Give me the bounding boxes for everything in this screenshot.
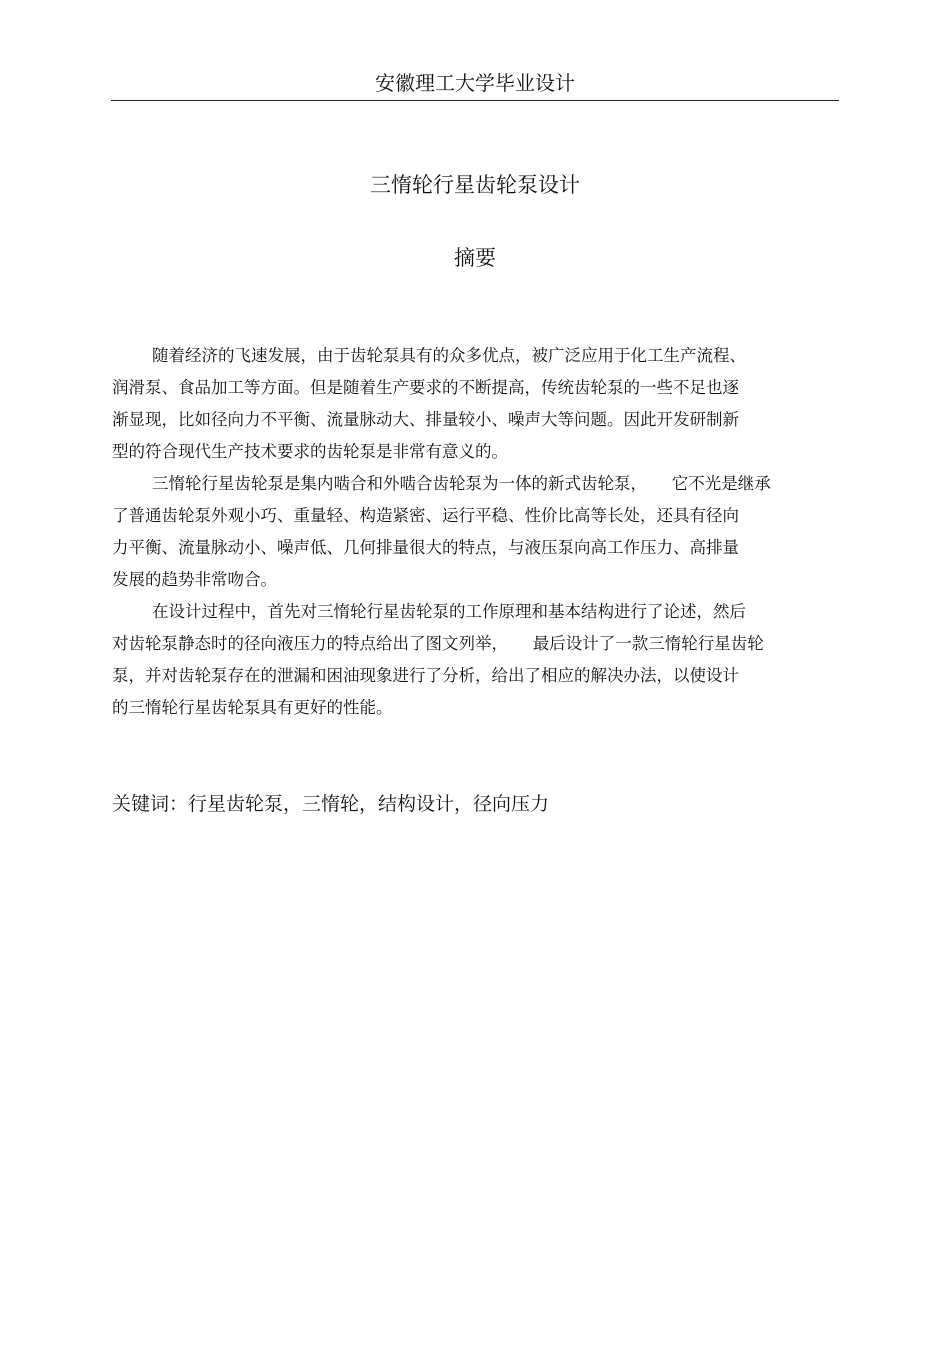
paragraph-line: 的三惰轮行星齿轮泵具有更好的性能。 xyxy=(112,698,393,717)
keywords-line: 关键词：行星齿轮泵，三惰轮，结构设计，径向压力 xyxy=(112,793,550,815)
paragraph-line: 三惰轮行星齿轮泵是集内啮合和外啮合齿轮泵为一体的新式齿轮泵， 它不光是继承 xyxy=(152,474,771,493)
abstract-paragraph-1 xyxy=(112,340,842,468)
abstract-heading: 摘要 xyxy=(454,246,496,270)
document-title: 三惰轮行星齿轮泵设计 xyxy=(370,173,580,197)
paragraph-line: 随着经济的飞速发展，由于齿轮泵具有的众多优点，被广泛应用于化工生产流程、 xyxy=(152,346,746,365)
paragraph-line: 泵，并对齿轮泵存在的泄漏和困油现象进行了分析，给出了相应的解决办法，以使设计 xyxy=(112,666,739,685)
paragraph-line: 渐显现，比如径向力不平衡、流量脉动大、排量较小、噪声大等问题。因此开发研制新 xyxy=(112,410,739,429)
paragraph-line: 型的符合现代生产技术要求的齿轮泵是非常有意义的。 xyxy=(112,442,508,461)
abstract-paragraph-2 xyxy=(112,468,842,596)
paragraph-line: 力平衡、流量脉动小、噪声低、几何排量很大的特点，与液压泵向高工作压力、高排量 xyxy=(112,538,739,557)
paragraph-line: 了普通齿轮泵外观小巧、重量轻、构造紧密、运行平稳、性价比高等长处，还具有径向 xyxy=(112,506,739,525)
abstract-paragraph-3 xyxy=(112,596,842,724)
page-header: 安徽理工大学毕业设计 xyxy=(375,71,575,95)
header-rule xyxy=(111,100,839,101)
paragraph-line: 在设计过程中，首先对三惰轮行星齿轮泵的工作原理和基本结构进行了论述，然后 xyxy=(152,602,746,621)
paragraph-line: 润滑泵、食品加工等方面。但是随着生产要求的不断提高，传统齿轮泵的一些不足也逐 xyxy=(112,378,739,397)
paragraph-line: 发展的趋势非常吻合。 xyxy=(112,570,277,589)
paragraph-line: 对齿轮泵静态时的径向液压力的特点给出了图文列举， 最后设计了一款三惰轮行星齿轮 xyxy=(112,634,764,653)
